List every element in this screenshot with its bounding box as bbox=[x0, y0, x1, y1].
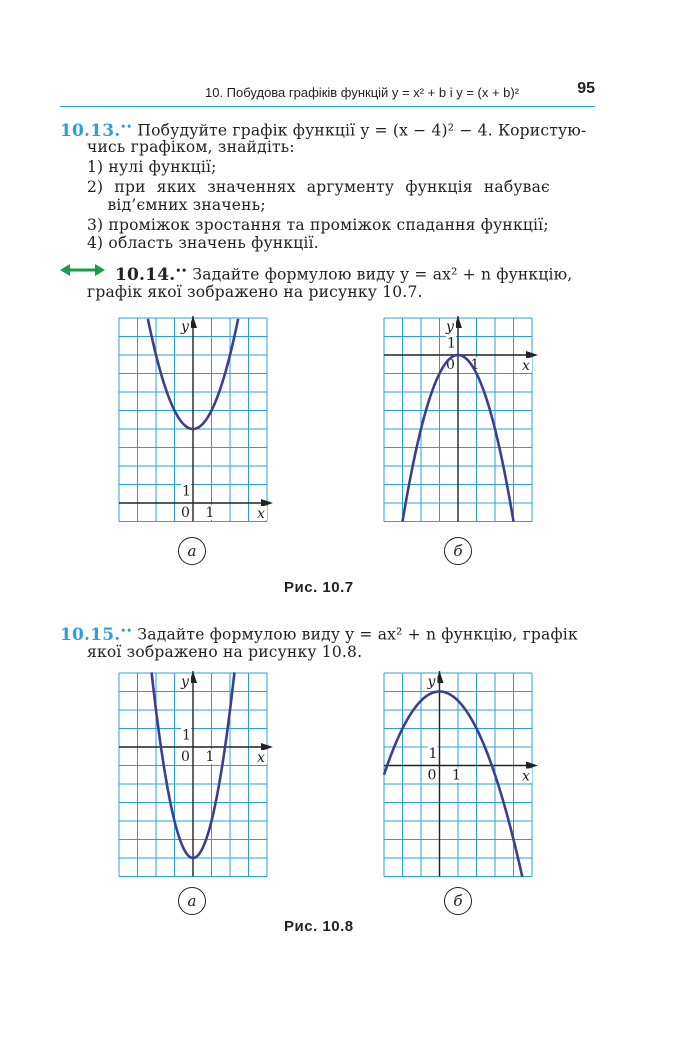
task-10-13-line1: 10.13.•• Побудуйте графік функції y = (x − 4)² − 4. Користую- bbox=[60, 120, 587, 141]
origin-label: 0 bbox=[181, 505, 190, 521]
figure-label-a: а bbox=[178, 537, 206, 565]
x-axis-label: x bbox=[257, 506, 265, 522]
list-item: 4) область значень функції. bbox=[87, 234, 319, 252]
origin-label: 0 bbox=[427, 767, 437, 784]
y-tick-label: 1 bbox=[447, 335, 456, 352]
page-number: 95 bbox=[577, 80, 595, 97]
graph-10-8-a bbox=[117, 671, 273, 881]
x-tick-label: 1 bbox=[452, 767, 461, 784]
origin-label: 0 bbox=[181, 749, 190, 765]
list-item: від’ємних значень; bbox=[87, 196, 266, 214]
task-10-14-line2: графік якої зображено на рисунку 10.7. bbox=[87, 283, 423, 301]
task-number: 10.15.•• bbox=[60, 624, 133, 645]
figure-caption: Рис. 10.8 bbox=[284, 918, 354, 935]
x-tick-label: 1 bbox=[205, 749, 215, 765]
figure-caption: Рис. 10.7 bbox=[284, 579, 354, 596]
double-arrow-icon bbox=[60, 263, 105, 277]
task-10-14-line1: 10.14.•• Задайте формулою виду y = ax² + n функцію, bbox=[115, 264, 573, 285]
graph-10-7-a bbox=[117, 316, 273, 526]
graph-10-7-b bbox=[382, 316, 538, 526]
graph-10-8-b bbox=[382, 671, 538, 881]
task-10-15-line1: 10.15.•• Задайте формулою виду y = ax² + n функцію, графік bbox=[60, 624, 578, 645]
figure-label-b: б bbox=[444, 537, 472, 565]
figure-label-b: б bbox=[444, 887, 472, 915]
y-tick-label: 1 bbox=[428, 746, 438, 762]
task-number: 10.14.•• bbox=[115, 264, 188, 285]
y-tick-label: 1 bbox=[182, 727, 191, 744]
x-tick-label: 1 bbox=[205, 505, 215, 521]
x-axis-label: x bbox=[522, 358, 530, 374]
x-tick-label: 1 bbox=[470, 357, 480, 373]
y-axis-label: y bbox=[446, 319, 454, 335]
list-item: 2) при яких значеннях аргументу функція набуває bbox=[87, 178, 550, 196]
y-tick-label: 1 bbox=[182, 483, 191, 500]
running-header bbox=[60, 82, 595, 107]
task-10-13-line2: чись графіком, знайдіть: bbox=[87, 138, 295, 156]
figure-label-a: а bbox=[178, 887, 206, 915]
y-axis-label: y bbox=[181, 674, 189, 690]
x-axis-label: x bbox=[522, 768, 530, 785]
y-axis-label: y bbox=[181, 319, 189, 335]
x-axis-label: x bbox=[257, 750, 265, 766]
list-item: 3) проміжок зростання та проміжок спадання функції; bbox=[87, 216, 549, 234]
task-number: 10.13.•• bbox=[60, 120, 133, 141]
y-axis-label: y bbox=[427, 674, 436, 690]
origin-label: 0 bbox=[446, 357, 455, 373]
list-item: 1) нулі функції; bbox=[87, 158, 217, 176]
task-10-15-line2: якої зображено на рисунку 10.8. bbox=[87, 643, 363, 661]
section-title: 10. Побудова графіків функцій y = x² + b і y = (x + b)² bbox=[205, 85, 520, 100]
